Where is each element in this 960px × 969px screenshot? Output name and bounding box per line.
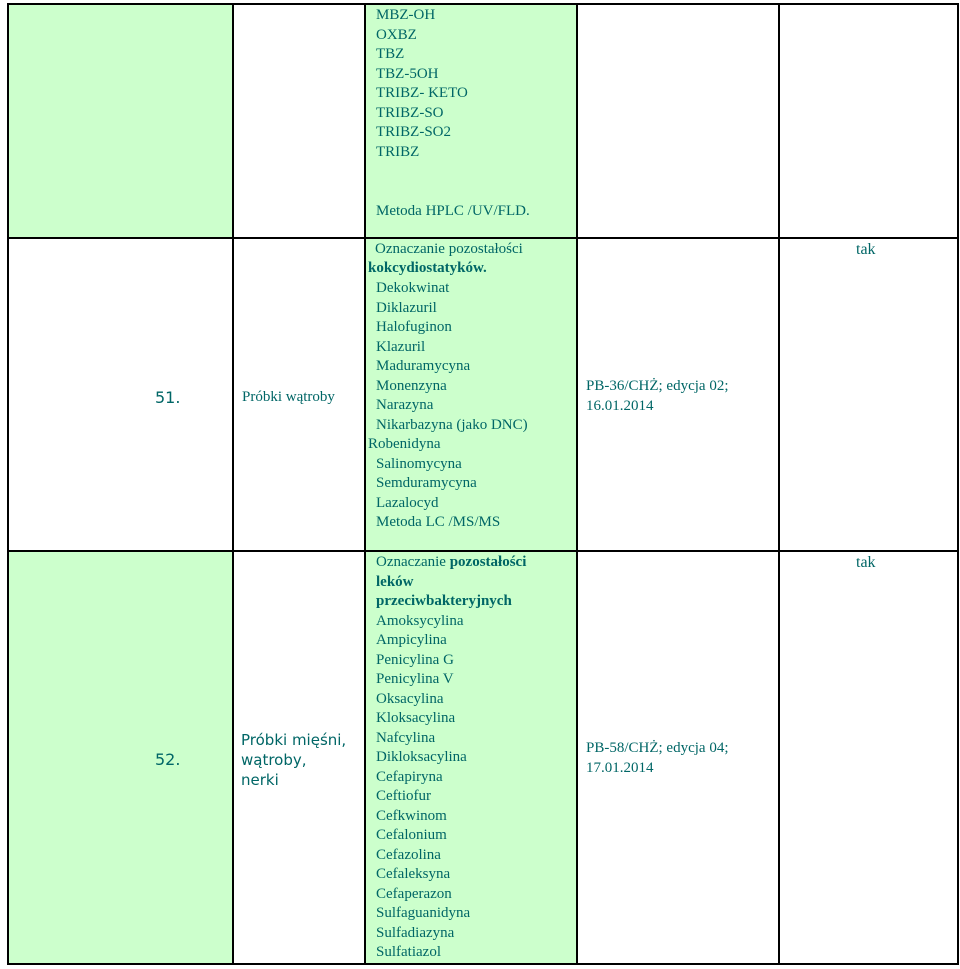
row51-sample: Próbki wątroby (242, 389, 335, 405)
border-v1 (7, 3, 9, 965)
row52-procedure (586, 739, 729, 778)
row52-heading-1 (376, 553, 526, 573)
row51-procedure (586, 377, 729, 416)
border-v4 (576, 3, 578, 965)
substance-item: Sulfatiazol (376, 944, 441, 960)
sample-line: Próbki mięśni, (241, 731, 347, 749)
substance-item: Cefaperazon (376, 885, 452, 902)
substance-item: Semduramycyna (376, 475, 477, 491)
substance-item: TRIBZ-SO2 (376, 124, 451, 140)
substance-item: Cefalonium (376, 827, 447, 843)
substance-item: Penicylina G (376, 651, 454, 668)
row51-heading-2: kokcydiostatyków. (368, 260, 487, 276)
substance-item: TRIBZ (376, 143, 420, 160)
substance-item: Cefazolina (376, 846, 441, 863)
substance-item: TRIBZ-SO (376, 104, 444, 121)
substance-item: Sulfaguanidyna (376, 905, 471, 921)
border-v2 (232, 3, 234, 965)
border-v5 (778, 3, 780, 965)
row51-heading-1: Oznaczanie pozostałości (375, 241, 523, 257)
row52-number: 52. (155, 750, 181, 769)
border-h-top (7, 3, 959, 5)
row51-flag: tak (856, 241, 876, 258)
substance-item: Penicylina V (376, 671, 454, 687)
procedure-line: PB-36/CHŻ; edycja 02; (586, 378, 729, 394)
substance-item: Metoda LC /MS/MS (376, 514, 501, 530)
substance-item: Narazyna (376, 397, 434, 413)
substance-item: Monenzyna (376, 377, 447, 394)
substance-item: Cefapiryna (376, 768, 443, 785)
row-prev-substance-list (376, 6, 468, 162)
border-v3 (364, 3, 366, 965)
border-h-2 (7, 550, 959, 552)
substance-item: Kloksacylina (376, 710, 456, 726)
row52-heading-3: przeciwbakteryjnych (376, 593, 512, 609)
procedure-line: PB-58/CHŻ; edycja 04; (586, 740, 729, 756)
substance-item: Cefaleksyna (376, 866, 451, 882)
substance-item: TBZ-5OH (376, 65, 439, 82)
row52-number-cell (9, 552, 232, 963)
row-prev-method: Metoda HPLC /UV/FLD. (376, 203, 530, 219)
row52-heading-2: leków (376, 573, 414, 590)
row51-substance-list (368, 279, 528, 533)
substance-item: MBZ-OH (376, 7, 436, 23)
substance-item: Ampicylina (376, 632, 447, 648)
heading-word-bold: pozostałości (449, 554, 527, 570)
substance-item: Dikloksacylina (376, 749, 467, 765)
procedure-line: 16.01.2014 (586, 397, 654, 414)
substance-item: OXBZ (376, 26, 417, 43)
substance-item: Halofuginon (376, 319, 452, 335)
row52-sample (241, 730, 346, 790)
border-v6 (957, 3, 959, 965)
sample-line: nerki (241, 771, 279, 789)
row52-substance-list (376, 612, 470, 963)
substance-item: Robenidyna (368, 436, 441, 452)
heading-word: Oznaczanie (376, 554, 450, 570)
substance-item: Klazuril (376, 338, 426, 355)
border-h-bottom (7, 963, 959, 965)
substance-item: Dekokwinat (376, 280, 450, 296)
substance-item: Salinomycyna (376, 455, 462, 472)
substance-item: Nafcylina (376, 729, 436, 746)
procedure-line: 17.01.2014 (586, 759, 654, 776)
row-prev-number-cell (9, 5, 232, 237)
substance-item: Nikarbazyna (jako DNC) (376, 416, 528, 433)
substance-item: TBZ (376, 46, 405, 62)
substance-item: Lazalocyd (376, 494, 439, 511)
row51-number: 51. (155, 388, 181, 407)
substance-item: TRIBZ- KETO (376, 85, 468, 101)
border-h-1 (7, 237, 959, 239)
substance-item: Oksacylina (376, 690, 444, 707)
substance-item: Diklazuril (376, 299, 437, 316)
substance-item: Ceftiofur (376, 788, 431, 804)
row52-flag: tak (856, 554, 876, 571)
substance-item: Cefkwinom (376, 807, 447, 824)
substance-item: Maduramycyna (376, 358, 471, 374)
substance-item: Sulfadiazyna (376, 924, 455, 941)
substance-item: Amoksycylina (376, 612, 464, 629)
sample-line: wątroby, (241, 751, 307, 769)
